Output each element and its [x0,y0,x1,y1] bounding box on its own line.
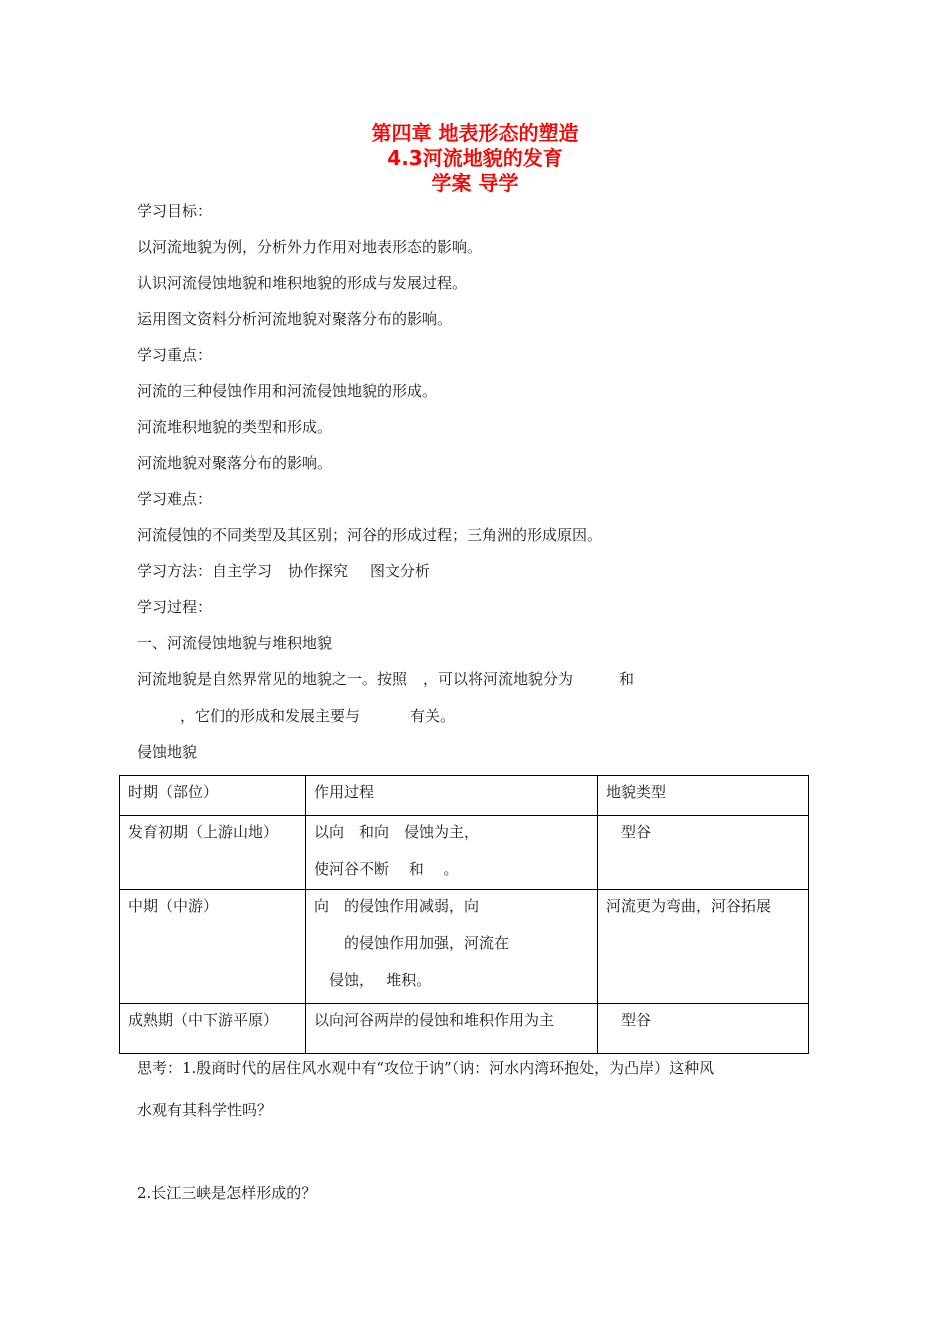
table-row [120,816,809,890]
table-cell-period: 成熟期（中下游平原） [120,1004,306,1054]
question-1-line2: 水观有其科学性吗？ [137,1101,273,1119]
table-row [120,890,809,1004]
table-header: 作用过程 [306,776,598,816]
table-cell-type: 河流更为弯曲，河谷拓展 [598,890,809,1004]
document-title [0,121,950,196]
key-point-item: 河流堆积地貌的类型和形成。 [137,418,333,436]
objective-item: 运用图文资料分析河流地貌对聚落分布的影响。 [137,310,453,328]
paragraph-text: 有关。 [410,707,456,725]
question-1-line1: 思考：1.殷商时代的居住风水观中有“攻位于讷”（讷：河水内湾环抱处，为凸岸）这种风 [137,1059,715,1077]
objectives-heading: 学习目标： [137,202,213,220]
key-points-heading: 学习重点： [137,346,213,364]
objective-item: 以河流地貌为例，分析外力作用对地表形态的影响。 [137,238,483,256]
methods-line [137,561,430,581]
section-heading: 一、河流侵蚀地貌与堆积地貌 [137,634,333,652]
process-heading: 学习过程： [137,598,213,616]
table-row [120,1004,809,1054]
paragraph-text: 和 [619,670,635,688]
difficulties-text: 河流侵蚀的不同类型及其区别；河谷的形成过程；三角洲的形成原因。 [137,526,603,544]
paragraph-text: 河流地貌是自然界常见的地貌之一。按照 [137,670,408,688]
table-cell-process: 向 的侵蚀作用减弱，向 的侵蚀作用加强，河流在 侵蚀， 堆积。 [306,890,598,1004]
lesson-title: 4.3河流地貌的发育 [387,146,563,170]
table-cell-type: 型谷 [598,1004,809,1054]
method-2: 协作探究 [288,562,349,580]
table-cell-process: 以向 和向 侵蚀为主， 使河谷不断 和 。 [306,816,598,890]
guide-title: 学案 导学 [431,171,519,195]
key-point-item: 河流的三种侵蚀作用和河流侵蚀地貌的形成。 [137,382,438,400]
key-point-item: 河流地貌对聚落分布的影响。 [137,454,333,472]
table-cell-type: 型谷 [598,816,809,890]
table-header: 地貌类型 [598,776,809,816]
table-cell-period: 中期（中游） [120,890,306,1004]
paragraph-text: ，可以将河流地貌分为 [423,670,574,688]
erosion-landform-table [119,775,809,1054]
difficulties-heading: 学习难点： [137,490,213,508]
table-cell-process: 以向河谷两岸的侵蚀和堆积作用为主 [306,1004,598,1054]
method-3: 图文分析 [370,562,431,580]
section-paragraph-line1 [137,669,634,689]
table-header-row [120,776,809,816]
question-2: 2.长江三峡是怎样形成的？ [137,1184,317,1202]
paragraph-text: ，它们的形成和发展主要与 [180,707,361,725]
table-header: 时期（部位） [120,776,306,816]
table-cell-period: 发育初期（上游山地） [120,816,306,890]
section-paragraph-line2 [180,706,455,726]
chapter-title: 第四章 地表形态的塑造 [371,121,579,145]
objective-item: 认识河流侵蚀地貌和堆积地貌的形成与发展过程。 [137,274,468,292]
methods-label: 学习方法： [137,562,213,580]
subsection-heading: 侵蚀地貌 [137,743,198,761]
method-1: 自主学习 [212,562,273,580]
